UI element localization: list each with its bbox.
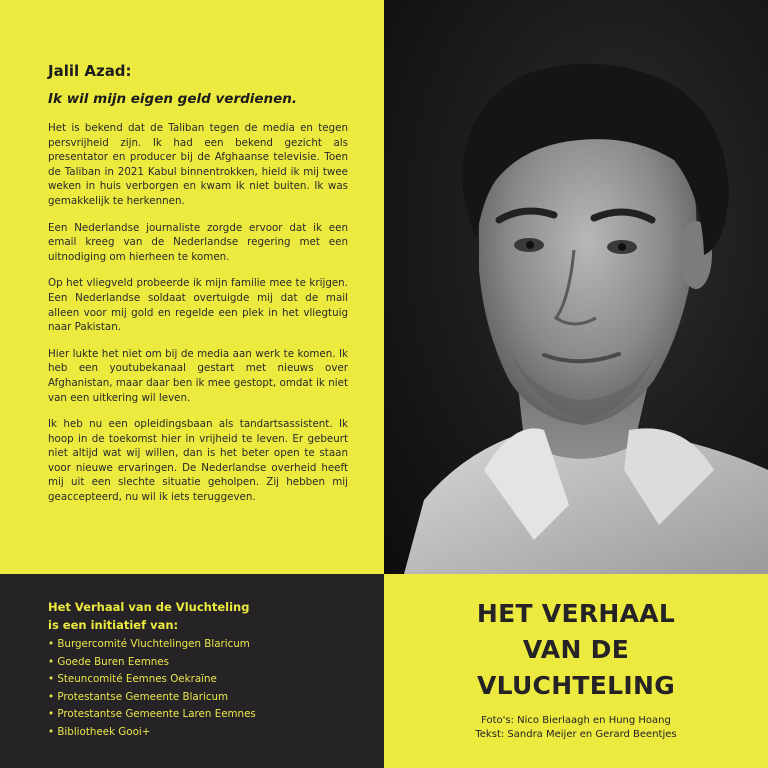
story-panel [0, 0, 384, 574]
list-item: • Steuncomité Eemnes Oekraïne [48, 671, 384, 689]
title-panel [384, 574, 768, 768]
list-item: • Protestantse Gemeente Laren Eemnes [48, 706, 384, 724]
list-item: • Protestantse Gemeente Blaricum [48, 689, 384, 707]
organisation-list [48, 636, 384, 742]
story-paragraph: Het is bekend dat de Taliban tegen de media en tegen persvrijheid zijn. Ik had een bekend gezicht als presentator en producer bij de Afghaanse televisie. Toen de Taliban in 2021 Kabul binnentrokken, hield ik mij twee weken in huis verborgen en kwam ik niet buiten. Ik was gemakkelijk te herkennen. [48, 122, 348, 207]
title-line-1: HET VERHAAL [476, 599, 676, 628]
credits-panel [0, 574, 384, 768]
credits-subheading: is een initiatief van: [48, 618, 179, 632]
quote-heading: Ik wil mijn eigen geld verdienen. [48, 91, 298, 107]
portrait-photo [384, 0, 768, 574]
portrait-illustration [384, 0, 768, 574]
credits-heading: Het Verhaal van de Vluchteling [48, 600, 250, 614]
list-item: • Bibliotheek Gooi+ [48, 724, 384, 742]
title-line-2: VAN DE [522, 635, 630, 664]
story-paragraph: Op het vliegveld probeerde ik mijn familie mee te krijgen. Een Nederlandse soldaat overtuigde mij dat de mail alleen voor mij gold en regelde een plek in het vliegtuig naar Pakistan. [48, 277, 348, 334]
title-line-3: VLUCHTELING [476, 671, 676, 700]
text-credit: Tekst: Sandra Meijer en Gerard Beentjes [475, 729, 677, 740]
photo-credit: Foto's: Nico Bierlaagh en Hung Hoang [481, 715, 671, 726]
story-paragraph: Een Nederlandse journaliste zorgde ervoor dat ik een email kreeg van de Nederlandse regering met een uitnodiging om hierheen te komen. [48, 221, 348, 263]
list-item: • Burgercomité Vluchtelingen Blaricum [48, 636, 384, 654]
story-paragraph: Ik heb nu een opleidingsbaan als tandartsassistent. Ik hoop in de toekomst hier in vrijheid te leven. Er gebeurt niet altijd wat wij willen, dan is het beter open te staan voor nieuwe ervaringen. De Nederlandse overheid heeft mij uit een slechte situatie geholpen. Zij hebben mij geaccepteerd, nu wil ik iets teruggeven. [48, 418, 348, 504]
person-name: Jalil Azad: [48, 62, 132, 80]
list-item: • Goede Buren Eemnes [48, 654, 384, 672]
story-paragraph: Hier lukte het niet om bij de media aan werk te komen. Ik heb een youtubekanaal gestart met nieuws over Afghanistan, maar daar ben ik mee gestopt, omdat ik niet van een uitkering wil leven. [48, 347, 348, 404]
